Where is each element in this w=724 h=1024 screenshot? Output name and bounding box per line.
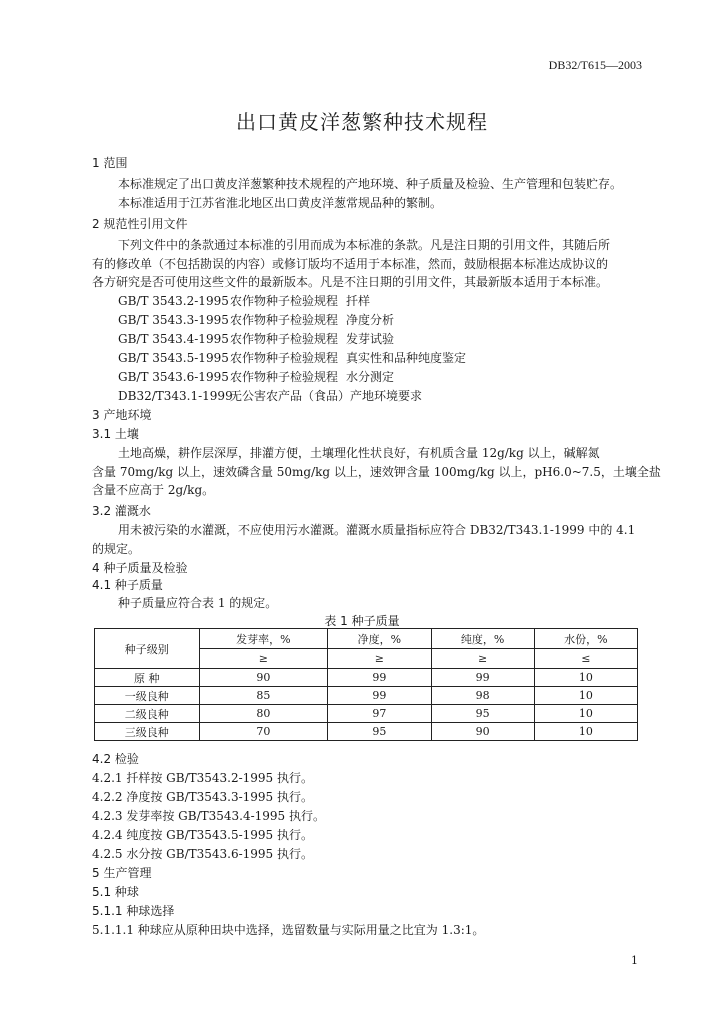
section-3-1-line-2: 含量 70mg/kg 以上，速效磷含量 50mg/kg 以上，速效钾含量 100mg/kg 以上，pH6.0~7.5，土壤全盐 — [92, 465, 661, 479]
section-4-1-text: 种子质量应符合表 1 的规定。 — [118, 596, 278, 610]
table-row — [95, 687, 638, 705]
reference-topic: 扦样 — [346, 294, 371, 308]
table-subheader-cell: ≥ — [199, 649, 328, 669]
reference-item — [118, 311, 394, 329]
table-header-cell: 净度，% — [328, 629, 431, 649]
reference-topic: 发芽试验 — [346, 332, 395, 346]
section-1-para-1: 本标准规定了出口黄皮洋葱繁种技术规程的产地环境、种子质量及检验、生产管理和包装贮存。 — [118, 177, 623, 191]
table-caption: 表 1 种子质量 — [324, 614, 400, 628]
section-4-heading: 4 种子质量及检验 — [92, 561, 188, 575]
reference-title: 农作物种子检验规程 — [230, 313, 339, 327]
section-5-heading: 5 生产管理 — [92, 866, 152, 880]
reference-topic: 净度分析 — [346, 313, 395, 327]
section-3-heading: 3 产地环境 — [92, 408, 152, 422]
section-2-heading: 2 规范性引用文件 — [92, 217, 188, 231]
reference-title: 农作物种子检验规程 — [230, 294, 339, 308]
table-subheader-cell: ≤ — [534, 649, 637, 669]
reference-item — [118, 292, 370, 310]
check-item: 4.2.5 水分按 GB/T3543.6-1995 执行。 — [92, 847, 314, 861]
check-item: 4.2.1 扦样按 GB/T3543.2-1995 执行。 — [92, 771, 314, 785]
seed-quality-table — [94, 628, 638, 741]
table-cell: 99 — [328, 687, 431, 705]
section-3-1-heading: 3.1 土壤 — [92, 427, 139, 441]
table-cell: 98 — [431, 687, 534, 705]
table-cell: 10 — [534, 687, 637, 705]
table-row — [95, 669, 638, 687]
table-cell: 95 — [431, 705, 534, 723]
table-cell: 95 — [328, 723, 431, 741]
table-subheader-cell: ≥ — [431, 649, 534, 669]
section-3-2-line-1: 用未被污染的水灌溉，不应使用污水灌溉。灌溉水质量指标应符合 DB32/T343.1-1999 中的 4.1 — [118, 523, 636, 537]
reference-code: GB/T 3543.3-1995 — [118, 313, 229, 327]
table-header-cell: 发芽率，% — [199, 629, 328, 649]
reference-code: GB/T 3543.4-1995 — [118, 332, 229, 346]
table-cell: 99 — [431, 669, 534, 687]
reference-topic: 水分测定 — [346, 370, 395, 384]
table-header-cell: 种子级别 — [95, 629, 200, 669]
table-row — [95, 723, 638, 741]
table-cell: 10 — [534, 723, 637, 741]
section-1-para-2: 本标准适用于江苏省淮北地区出口黄皮洋葱常规品种的繁制。 — [118, 196, 443, 210]
table-cell: 80 — [199, 705, 328, 723]
section-3-1-line-1: 土地高燥，耕作层深厚，排灌方便，土壤理化性状良好，有机质含量 12g/kg 以上，碱解氮 — [118, 446, 600, 460]
table-header-cell: 纯度，% — [431, 629, 534, 649]
page-number: 1 — [631, 954, 638, 967]
reference-title: 农作物种子检验规程 — [230, 351, 339, 365]
section-1-heading: 1 范围 — [92, 156, 128, 170]
section-5-1-1-heading: 5.1.1 种球选择 — [92, 904, 175, 918]
table-cell: 90 — [431, 723, 534, 741]
reference-code: GB/T 3543.2-1995 — [118, 294, 229, 308]
section-3-2-line-2: 的规定。 — [92, 542, 141, 556]
reference-title: 无公害农产品（食品）产地环境要求 — [230, 389, 423, 403]
table-subheader-cell: ≥ — [328, 649, 431, 669]
check-item: 4.2.4 纯度按 GB/T3543.5-1995 执行。 — [92, 828, 314, 842]
section-2-para-line-3: 各方研究是否可使用这些文件的最新版本。凡是不注日期的引用文件，其最新版本适用于本标准。 — [92, 275, 609, 289]
page-title: 出口黄皮洋葱繁种技术规程 — [236, 110, 488, 134]
table-cell: 一级良种 — [95, 687, 200, 705]
table-cell: 97 — [328, 705, 431, 723]
reference-title: 农作物种子检验规程 — [230, 370, 339, 384]
table-cell: 10 — [534, 669, 637, 687]
section-2-para-line-2: 有的修改单（不包括勘误的内容）或修订版均不适用于本标准，然而，鼓励根据本标准达成协议的 — [92, 257, 609, 271]
reference-title: 农作物种子检验规程 — [230, 332, 339, 346]
table-cell: 二级良种 — [95, 705, 200, 723]
reference-code: GB/T 3543.6-1995 — [118, 370, 229, 384]
reference-item — [118, 349, 466, 367]
section-2-para-line-1: 下列文件中的条款通过本标准的引用而成为本标准的条款。凡是注日期的引用文件，其随后所 — [118, 238, 611, 252]
section-5-1-heading: 5.1 种球 — [92, 885, 139, 899]
section-4-1-heading: 4.1 种子质量 — [92, 578, 163, 592]
table-cell: 三级良种 — [95, 723, 200, 741]
section-3-2-heading: 3.2 灌溉水 — [92, 504, 151, 518]
table-cell: 90 — [199, 669, 328, 687]
table-cell: 原 种 — [95, 669, 200, 687]
check-item: 4.2.3 发芽率按 GB/T3543.4-1995 执行。 — [92, 809, 326, 823]
section-5-1-1-1-text: 5.1.1.1 种球应从原种田块中选择，选留数量与实际用量之比宜为 1.3:1。 — [92, 923, 485, 937]
table-cell: 70 — [199, 723, 328, 741]
table-cell: 10 — [534, 705, 637, 723]
reference-code: DB32/T343.1-1999 — [118, 389, 233, 403]
section-4-2-heading: 4.2 检验 — [92, 752, 139, 766]
table-row — [95, 705, 638, 723]
table-header-row — [95, 629, 638, 649]
reference-code: GB/T 3543.5-1995 — [118, 351, 229, 365]
reference-item — [118, 387, 422, 405]
table-cell: 85 — [199, 687, 328, 705]
table-cell: 99 — [328, 669, 431, 687]
reference-item — [118, 330, 394, 348]
section-3-1-line-3: 含量不应高于 2g/kg。 — [92, 483, 215, 497]
standard-code: DB32/T615—2003 — [548, 58, 642, 72]
table-header-cell: 水份，% — [534, 629, 637, 649]
check-item: 4.2.2 净度按 GB/T3543.3-1995 执行。 — [92, 790, 314, 804]
reference-item — [118, 368, 394, 386]
reference-topic: 真实性和品种纯度鉴定 — [346, 351, 467, 365]
